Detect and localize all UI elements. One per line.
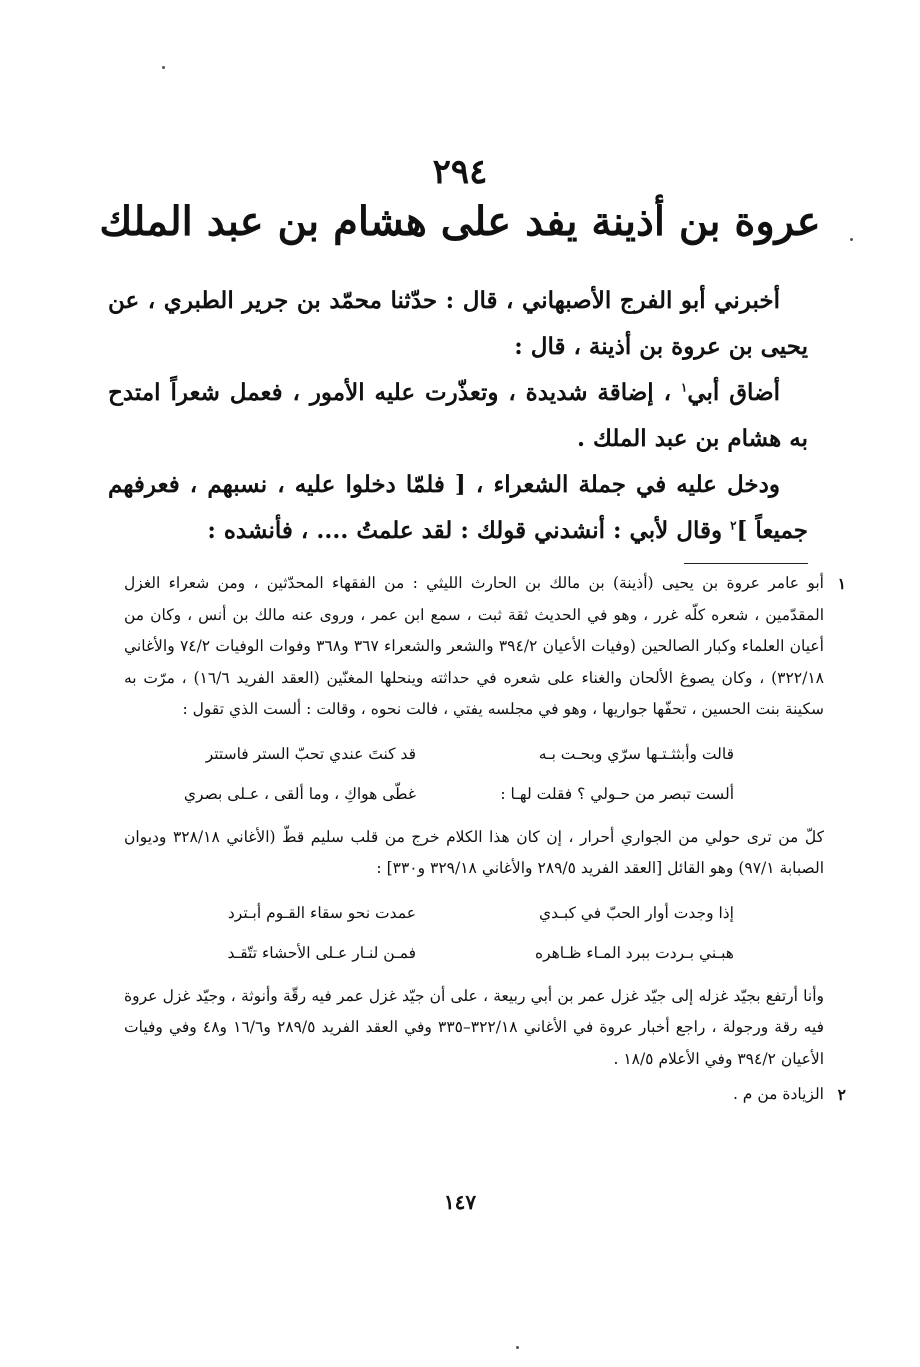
verse-hemistich: قالت وأبثثـتـها سرّي وبحـت بـه (538, 744, 734, 763)
paragraph-2 (108, 370, 808, 462)
verse-block-1 (124, 734, 824, 814)
footnote-1-end: وأنا أرتفع بجيّد غزله إلى جيّد غزل عمر بن أبي ربيعة ، على أن جيّد غزل عمر فيه رقّة وأنوثة ، وجيّد غزل عروة فيه رقة ورجولة ، راجع أخبار عروة في الأغاني ٣٢٢/١٨–٣٣٥ وفي العقد الفريد ٢٨٩/٥ و١٦/٦ و٤٨ وفي وفيات الأعيان ٣٩٤/٢ وفي الأعلام ١٨/٥ . (124, 986, 824, 1068)
paragraph-3-start: ودخل عليه في جملة الشعراء ، [ فلمّا دخلوا عليه ، نسبهم ، فعرفهم جميعاً ] (108, 471, 808, 544)
footnote-2-number: ٢ (837, 1085, 846, 1104)
page-title: عروة بن أذينة يفد على هشام بن عبد الملك (99, 198, 821, 245)
verse-line (124, 933, 824, 973)
verse-hemistich: فمـن لنـار عـلى الأحشاء تتّقـد (227, 943, 416, 962)
verse-hemistich: إذا وجدت أوار الحبّ في كبـدي (539, 903, 734, 922)
verse-line (124, 893, 824, 933)
verse-line (124, 774, 824, 814)
footnote-1 (124, 568, 846, 1075)
paragraph-3-end: وقال لأبي : أنشدني قولك : لقد علمتُ .... ، فأنشده : (207, 517, 731, 544)
verse-line (124, 734, 824, 774)
verse-hemistich: هبـني بـردت ببرد المـاء ظـاهره (534, 943, 734, 962)
verse-hemistich: قد كنتَ عندي تحبّ الستر فاستتر (205, 744, 416, 763)
footnote-ref-2: ٢ (730, 518, 737, 533)
footnote-1-text: أبو عامر عروة بن يحيى (أذينة) بن مالك بن الحارث الليثي : من الفقهاء المحدّثين ، ومن شعراء الغزل المقدّمين ، شعره كلّه غرر ، وهو في الحديث ثقة ثبت ، سمع ابن عمر ، وروى عنه مالك بن أنس ، وكان من أعيان العلماء وكبار الصالحين (وفيات الأعيان ٣٩٤/٢ والشعر والشعراء ٣٦٧ و٣٦٨ وفوات الوفيات ٧٤/٢ والأغاني ٣٢٢/١٨) ، وكان يصوغ الألحان والغناء على شعره في حداثته وينحلها المغنّين (العقد الفريد ١٦/٦) ، مرّت به سكينة بنت الحسين ، تحفّها جواريها ، وهو في مجلسه يفتي ، فالت نحوه ، وقالت : ألست الذي تقول : (124, 574, 825, 718)
verse-hemistich: عمدت نحو سقاء القـوم أبـترد (227, 903, 416, 922)
footnote-ref-1: ١ (680, 380, 688, 395)
paragraph-3 (108, 462, 808, 554)
main-text (108, 278, 808, 554)
print-speck (850, 238, 853, 241)
paragraph-2-end: ، إضاقة شديدة ، وتعذّرت عليه الأمور ، فعمل شعراً امتدح به هشام بن عبد الملك . (108, 379, 808, 452)
entry-number: ٢٩٤ (432, 152, 488, 192)
verse-hemistich: غطّى هواكِ ، وما ألقى ، عـلى بصري (183, 784, 416, 803)
footnote-2-text: الزيادة من م . (732, 1085, 824, 1103)
paragraph-1: أخبرني أبو الفرج الأصبهاني ، قال : حدّثنا محمّد بن جرير الطبري ، عن يحيى بن عروة بن أذينة ، قال : (108, 287, 808, 360)
page-number: ١٤٧ (443, 1190, 477, 1214)
print-speck (516, 1346, 519, 1349)
footnotes (124, 568, 846, 1111)
footnote-1-number: ١ (837, 574, 846, 593)
footnote-1-middle: كلّ من ترى حولي من الجواري أحرار ، إن كان هذا الكلام خرج من قلب سليم قطّ (الأغاني ٣٢٨/١٨ وديوان الصبابة ٩٧/١) وهو القائل [العقد الفريد ٢٨٩/٥ والأغاني ٣٢٩/١٨ و٣٣٠] : (124, 827, 825, 877)
verse-block-2 (124, 893, 824, 973)
footnote-2 (124, 1079, 846, 1111)
paragraph-2-start: أضاق أبي (687, 379, 780, 406)
verse-hemistich: ألست تبصر من حـولي ؟ فقلت لهـا : (500, 784, 734, 803)
footnote-divider (684, 563, 808, 564)
print-speck (162, 66, 165, 69)
